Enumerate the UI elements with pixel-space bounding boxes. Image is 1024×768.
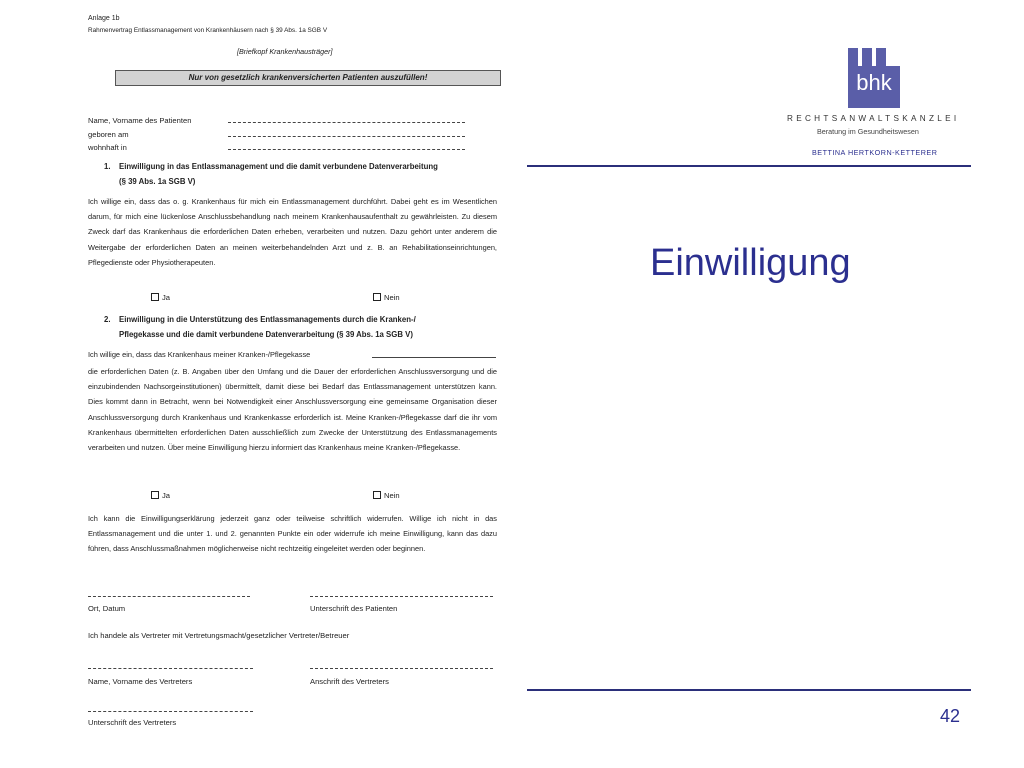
- section-2-number: 2.: [104, 315, 111, 324]
- top-divider: [527, 165, 971, 167]
- rep-name-label: Name, Vorname des Vertreters: [88, 677, 193, 686]
- section-2-title: Einwilligung in die Unterstützung des Entlassmanagements durch die Kranken-/: [119, 315, 416, 324]
- logo-text: bhk: [856, 70, 892, 95]
- checkbox-icon[interactable]: [373, 293, 381, 301]
- no-label: Nein: [384, 293, 400, 302]
- patient-name-label: Name, Vorname des Patienten: [88, 116, 192, 125]
- no-label: Nein: [384, 491, 400, 500]
- section-1-number: 1.: [104, 162, 111, 171]
- rep-signature-label: Unterschrift des Vertreters: [88, 718, 177, 727]
- section-1-text: Ich willige ein, dass das o. g. Krankenhaus für mich ein Entlassmanagement durchführt. Dabei geht es im Wesentlichen darum, für mich eine lückenlose Anschlussbehandlung nach meinem Krankenhausaufenthalt zu gewährleisten. Zu diesem Zweck darf das Krankenhaus die erforderlichen Daten erheben, verarbeiten und nutzen. Dazu gehört unter anderem die Weitergabe der erforderlichen Daten an meinen weiterbehandelnden Arzt und z. B. an Rehabilitationseinrichtungen, Pflegedienste oder Physiotherapeuten.: [88, 197, 497, 267]
- patient-signature-line[interactable]: [310, 596, 493, 597]
- page-number: 42: [940, 706, 961, 726]
- firm-tagline: Beratung im Gesundheitswesen: [817, 127, 919, 136]
- section-1-subtitle: (§ 39 Abs. 1a SGB V): [119, 177, 196, 186]
- section-2-lead: Ich willige ein, dass das Krankenhaus meiner Kranken-/Pflegekasse: [88, 350, 311, 359]
- insurer-line[interactable]: [372, 357, 496, 358]
- section-1-yes-option[interactable]: [151, 293, 170, 302]
- rep-address-line[interactable]: [310, 668, 493, 669]
- section-2-no-option[interactable]: [373, 491, 400, 500]
- contract-reference: Rahmenvertrag Entlassmanagement von Krankenhäusern nach § 39 Abs. 1a SGB V: [88, 27, 328, 34]
- yes-label: Ja: [162, 293, 171, 302]
- revocation-text: Ich kann die Einwilligungserklärung jederzeit ganz oder teilweise schriftlich widerrufen. Willige ich nicht in das Entlassmanagement und die unter 1. und 2. genannten Punkte ein oder widerrufe ich meine Einwilligung, kann das dazu führen, dass Anschlussmaßnahmen möglicherweise nicht rechtzeitig eingeleitet werden oder beginnen.: [88, 514, 497, 554]
- checkbox-icon[interactable]: [151, 491, 159, 499]
- slide-title: Einwilligung: [650, 242, 851, 284]
- section-2-subtitle: Pflegekasse und die damit verbundene Datenverarbeitung (§ 39 Abs. 1a SGB V): [119, 330, 413, 339]
- residence-line[interactable]: [228, 149, 465, 150]
- section-2-yes-option[interactable]: [151, 491, 170, 500]
- insured-only-banner: Nur von gesetzlich krankenversicherten Patienten auszufüllen!: [115, 70, 501, 86]
- letterhead-placeholder: [Briefkopf Krankenhausträger]: [237, 47, 333, 56]
- rep-address-label: Anschrift des Vertreters: [310, 677, 389, 686]
- annex-label: Anlage 1b: [88, 15, 120, 22]
- yes-label: Ja: [162, 491, 171, 500]
- section-1-title: Einwilligung in das Entlassmanagement und die damit verbundene Datenverarbeitung: [119, 162, 438, 171]
- firm-name: RECHTSANWALTSKANZLEI: [787, 114, 960, 123]
- birthdate-label: geboren am: [88, 130, 129, 139]
- section-2-text: die erforderlichen Daten (z. B. Angaben über den Umfang und die Dauer der erforderlichen Anschlussversorgung und die einzubindenden Nachsorgeinstitutionen) übermittelt, damit diese bei Bedarf das Entlassmanagement unterstützen kann. Dies kommt dann in Betracht, wenn bei Notwendigkeit einer Anschlussversorgung eine gemeinsame Organisation dieser Anschlussversorgung durch Krankenhaus und Krankenkasse erforderlich ist. Meine Kranken-/Pflegekasse darf die ihr vom Krankenhaus übermittelten erforderlichen Daten ausschließlich zum Zwecke der Unterstützung des Entlassmanagements verarbeiten und nutzen. Über meine Einwilligung hierzu informiert das Krankenhaus meine Kranken-/Pflegekasse.: [88, 367, 497, 453]
- place-date-line[interactable]: [88, 596, 250, 597]
- place-date-label: Ort, Datum: [88, 604, 126, 613]
- checkbox-icon[interactable]: [151, 293, 159, 301]
- section-1-no-option[interactable]: [373, 293, 400, 302]
- birthdate-line[interactable]: [228, 136, 465, 137]
- patient-name-line[interactable]: [228, 122, 465, 123]
- representative-statement: Ich handele als Vertreter mit Vertretungsmacht/gesetzlicher Vertreter/Betreuer: [88, 631, 350, 640]
- firm-logo: [848, 48, 900, 108]
- patient-signature-label: Unterschrift des Patienten: [310, 604, 398, 613]
- firm-person: BETTINA HERTKORN-KETTERER: [812, 148, 938, 157]
- rep-name-line[interactable]: [88, 668, 253, 669]
- bottom-divider: [527, 689, 971, 691]
- residence-label: wohnhaft in: [88, 143, 127, 152]
- rep-signature-line[interactable]: [88, 711, 253, 712]
- checkbox-icon[interactable]: [373, 491, 381, 499]
